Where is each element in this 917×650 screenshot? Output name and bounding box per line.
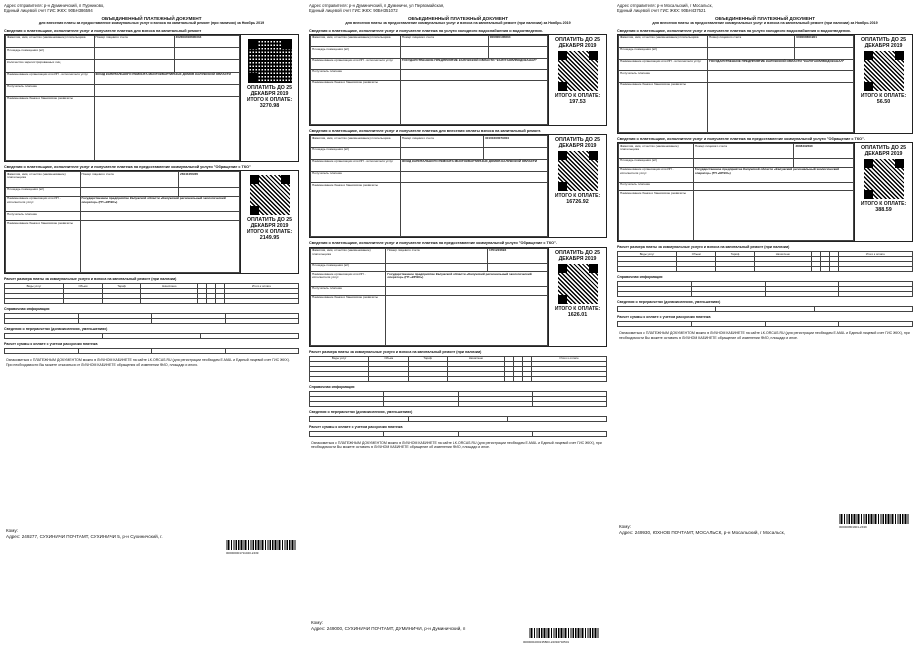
calc-heading: Расчет размера платы за коммунальные услуги и взноса на капитальный ремонт (при наличии) xyxy=(617,245,790,250)
calc-heading: Расчет размера платы за коммунальные услуги и взноса на капитальный ремонт (при наличии) xyxy=(309,349,482,354)
provider-name: ГОСУДАРСТВЕННОЕ ПРЕДПРИЯТИЕ КАЛУЖСКОЙ ОБЛАСТИ "КАЛУГАОБЛВОДОКАНАЛ" xyxy=(708,59,854,71)
barcode-icon xyxy=(226,540,296,550)
payment-side xyxy=(240,35,298,161)
installment-table xyxy=(4,348,299,354)
section-heading: Сведения о плательщике, исполнителе услуг и получателе платежа на предоставление коммунальной услуги "Обращение с ТКО". xyxy=(617,137,865,142)
total-label: ИТОГО К ОПЛАТЕ: xyxy=(860,201,907,208)
payment-block: Фамилия, имя, отчество (наименование) плательщика Номер лицевого счета 2808432690 Площадь помещения (м²) Наименование организации или ИП - исполнителя услуг Государственное предприятие Калужской области «Калужский региональный экологический оператор» (ГП «КРЭО») Получатель платежа Наименование банка и банковские реквизиты ОПЛАТИТЬ ДО 25 ДЕКАБРЯ 2019 ИТОГО К ОПЛАТЕ: 388.59 xyxy=(617,142,913,242)
section-heading: Сведения о плательщике, исполнителе услуг и получателе платежа на предоставление коммунальной услуги "Обращение с ТКО". xyxy=(309,241,557,246)
area-label: Площадь помещения (м²) xyxy=(6,187,81,196)
recipient-address: Кому: Адрес: 249930, ЮХНОВ ПОЧТАМТ, МОСАЛЬСК, р-н Мосальский, г Мосальск, xyxy=(619,524,785,535)
payment-side xyxy=(548,248,606,346)
doc-subtitle: для внесения платы за предоставление коммунальных услуг и взноса на капитальный ремонт (при наличии) за Ноябрь 2019 xyxy=(652,21,878,26)
due-date: ОПЛАТИТЬ ДО 25 ДЕКАБРЯ 2019 xyxy=(554,249,601,262)
provider-label: Наименование организации или ИП - исполнителя услуг xyxy=(6,196,81,211)
qr-code-icon xyxy=(248,39,292,83)
total-label: ИТОГО К ОПЛАТЕ: xyxy=(554,193,601,200)
provider-label: Наименование организации или ИП - исполнителя услуг xyxy=(6,72,95,84)
payment-block xyxy=(4,170,299,274)
account-label: Номер лицевого счета xyxy=(94,36,174,48)
payer-label: Фамилия, имя, отчество (наименование) плательщика xyxy=(6,172,81,187)
barcode-number: 0000001000135803-24394732501 xyxy=(523,640,570,644)
ref-table xyxy=(4,313,299,324)
sender-account: Единый лицевой счет ГИС ЖКХ: 90БН386594 xyxy=(4,8,93,13)
ref-heading: Справочная информация xyxy=(309,384,355,389)
qr-code-icon xyxy=(558,151,598,191)
installment-heading: Расчет суммы к оплате с учетом рассрочки платежа xyxy=(4,342,98,347)
recalc-table xyxy=(617,306,913,312)
total-amount: 1626.01 xyxy=(567,311,588,318)
recalc-heading: Сведения о перерасчетах (доначислениях, уменьшениях) xyxy=(617,300,721,305)
sender-address: Адрес отправителя: р-н Думиничский, п Пурниково, xyxy=(4,3,105,8)
qr-code-icon xyxy=(864,51,904,91)
sender-info xyxy=(0,0,303,13)
doc-title: ОБЪЕДИНЕННЫЙ ПЛАТЕЖНЫЙ ДОКУМЕНТ xyxy=(101,16,202,21)
payment-document-3 xyxy=(613,0,917,560)
qr-code-icon xyxy=(864,159,904,199)
qr-code-icon xyxy=(558,264,598,304)
total-label: ИТОГО К ОПЛАТЕ: xyxy=(860,93,907,100)
ref-table xyxy=(617,281,913,297)
total-label: ИТОГО К ОПЛАТЕ: xyxy=(246,97,293,104)
recipient-address: Кому: Адрес: 249000, СУХИНИЧИ ПОЧТАМТ, ДУМИНИЧИ, р-н Думиничский, п xyxy=(311,620,466,631)
due-date: ОПЛАТИТЬ ДО 25 ДЕКАБРЯ 2019 xyxy=(246,85,293,98)
doc-title: ОБЪЕДИНЕННЫЙ ПЛАТЕЖНЫЙ ДОКУМЕНТ xyxy=(407,16,509,21)
barcode-icon xyxy=(839,514,909,524)
doc-subtitle: для внесения платы за предоставление коммунальных услуг и взноса на капитальный ремонт (при наличии) за Ноябрь 2019 xyxy=(38,21,265,26)
area-label: Площадь помещения (м²) xyxy=(6,48,95,60)
calc-table: Виды услуг Объем Тариф Начислено Итого к оплате xyxy=(309,356,607,382)
due-date: ОПЛАТИТЬ ДО 25 ДЕКАБРЯ 2019 xyxy=(246,217,293,230)
barcode-number: 000000801901-2439 xyxy=(839,525,867,529)
provider-name: Государственное предприятие Калужской области «Калужский региональный экологический оператор» (ГП «КРЭО») xyxy=(386,272,548,287)
payment-document-1 xyxy=(0,0,303,560)
payment-block: Фамилия, имя, отчество (наименование) плательщика Номер лицевого счета 000000135804 Площадь помещения (м²) Наименование организации или ИП - исполнителя услуг ГОСУДАРСТВЕННОЕ ПРЕДПРИЯТИЕ КАЛУЖСКОЙ ОБЛАСТИ "КАЛУГАОБЛВОДОКАНАЛ" Получатель платежа Наименование банка и банковские реквизиты ОПЛАТИТЬ ДО 25 ДЕКАБРЯ 2019 ИТОГО К ОПЛАТЕ: 197.53 xyxy=(309,34,607,126)
payment-block: Фамилия, имя, отчество (наименование) плательщика Номер лицевого счета 40100400079004 Площадь помещения (м²) Наименование организации или ИП - исполнителя услуг ФОНД КАПИТАЛЬНОГО РЕМОНТА МНОГОКВАРТИРНЫХ ДОМОВ КАЛУЖСКОЙ ОБЛАСТИ Получатель платежа Наименование банка и банковские реквизиты ОПЛАТИТЬ ДО 25 ДЕКАБРЯ 2019 ИТОГО К ОПЛАТЕ: 16726.92 xyxy=(309,134,607,238)
total-label: ИТОГО К ОПЛАТЕ: xyxy=(246,229,293,236)
sender-info xyxy=(613,0,917,13)
due-date: ОПЛАТИТЬ ДО 25 ДЕКАБРЯ 2019 xyxy=(554,137,601,150)
account-number: 000000135804 xyxy=(488,36,547,47)
account-number: 402309018600334 xyxy=(174,36,240,48)
section-heading: Сведения о плательщике, исполнителе услуг и получателе платежа для взноса на капитальный ремонт xyxy=(4,28,202,33)
payment-block xyxy=(4,34,299,162)
calc-heading: Расчет размера платы за коммунальные услуги и взноса на капитальный ремонт (при наличии) xyxy=(4,277,177,282)
total-amount: 56.50 xyxy=(876,99,891,106)
recalc-heading: Сведения о перерасчетах (доначислениях, уменьшениях) xyxy=(4,327,108,332)
registered-label: Количество зарегистрированных лиц xyxy=(6,60,95,72)
total-amount: 388.59 xyxy=(875,207,892,214)
sender-address: Адрес отправителя: р-н Мосальский, г Мосальск, xyxy=(617,3,713,8)
sender-account: Единый лицевой счет ГИС ЖКХ: 90БН351072 xyxy=(309,8,398,13)
barcode-number: 000000001711020-2439 xyxy=(226,551,259,555)
payment-document-2 xyxy=(305,0,611,650)
bank-label: Наименование банка и банковские реквизиты xyxy=(6,221,81,273)
payer-label: Фамилия, имя, отчество (наименование) плательщика xyxy=(6,36,95,48)
doc-title: ОБЪЕДИНЕННЫЙ ПЛАТЕЖНЫЙ ДОКУМЕНТ xyxy=(714,16,816,21)
bank-label: Наименование банка и банковские реквизиты xyxy=(6,97,95,161)
ref-heading: Справочная информация xyxy=(617,275,663,280)
payment-side xyxy=(854,143,912,241)
section-heading: Сведения о плательщике, исполнителе услуг и получателе платежа на услуги холодного водоснабжения и водоотведения. xyxy=(309,28,543,33)
calc-table: Виды услуг Объем Тариф Начислено Итого к оплате xyxy=(4,283,299,304)
total-label: ИТОГО К ОПЛАТЕ: xyxy=(554,305,601,312)
provider-name: Государственное предприятие Калужской области «Калужский региональный экологический оператор» (ГП «КРЭО») xyxy=(80,196,239,211)
due-date: ОПЛАТИТЬ ДО 25 ДЕКАБРЯ 2019 xyxy=(860,37,907,50)
qr-code-icon xyxy=(250,175,290,215)
due-date: ОПЛАТИТЬ ДО 25 ДЕКАБРЯ 2019 xyxy=(554,37,601,50)
footer-text: Ознакомиться с ПЛАТЕЖНЫМ ДОКУМЕНТОМ можно в ЛИЧНОМ КАБИНЕТЕ на сайте LK.ORCAS.RU (для регистрации необходим E-MAIL и Единый лицевой счет ГИС ЖКХ), при необходимости Вы можете оставить в ЛИЧНОМ КАБИНЕТЕ обращение об изменении ФИО, площади и иное. xyxy=(311,440,602,450)
due-date: ОПЛАТИТЬ ДО 25 ДЕКАБРЯ 2019 xyxy=(860,145,907,158)
ref-heading: Справочная информация xyxy=(4,307,50,312)
account-number: 40100400079004 xyxy=(483,136,547,148)
barcode-icon xyxy=(529,628,599,638)
section-heading: Сведения о плательщике, исполнителе услуг и получателе платежа для внесения оплаты взноса на капитальный ремонт. xyxy=(309,129,542,134)
account-number: 000000601901 xyxy=(795,36,854,48)
payment-side xyxy=(854,35,912,133)
sender-address: Адрес отправителя: р-н Думиничский, п Думиничи, ул Первомайская, xyxy=(309,3,445,8)
payment-side xyxy=(548,135,606,237)
provider-name: Государственное предприятие Калужской области «Калужский региональный экологический оператор» (ГП «КРЭО») xyxy=(693,167,853,182)
section-heading: Сведения о плательщике, исполнителе услуг и получателе платежа на предоставление коммунальной услуги "Обращение с ТКО" xyxy=(4,165,251,170)
recipient-label: Получатель платежа xyxy=(6,84,95,96)
total-amount: 3270.98 xyxy=(259,103,280,110)
account-number: 2808432690 xyxy=(794,144,854,159)
installment-table xyxy=(617,321,913,327)
payment-block: Фамилия, имя, отчество (наименование) плательщика Номер лицевого счета 000000601901 Площадь помещения (м²) Наименование организации или ИП - исполнителя услуг ГОСУДАРСТВЕННОЕ ПРЕДПРИЯТИЕ КАЛУЖСКОЙ ОБЛАСТИ "КАЛУГАОБЛВОДОКАНАЛ" Получатель платежа Наименование банка и банковские реквизиты ОПЛАТИТЬ ДО 25 ДЕКАБРЯ 2019 ИТОГО К ОПЛАТЕ: 56.50 xyxy=(617,34,913,134)
recalc-table xyxy=(4,333,299,339)
installment-heading: Расчет суммы к оплате с учетом рассрочки платежа xyxy=(309,424,403,429)
total-amount: 2149.95 xyxy=(259,235,280,242)
ref-table xyxy=(309,391,607,407)
recipient-address: Кому: Адрес: 249277, СУХИНИЧИ ПОЧТАМТ, СУХИНИЧИ 5, р-н Сухиничский, г. xyxy=(6,528,163,539)
installment-heading: Расчет суммы к оплате с учетом рассрочки платежа xyxy=(617,315,711,320)
total-amount: 16726.92 xyxy=(566,199,589,206)
doc-subtitle: для внесения платы за предоставление коммунальных услуг и взноса на капитальный ремонт (при наличии) за Ноябрь 2019 xyxy=(345,21,571,26)
provider-name: ГОСУДАРСТВЕННОЕ ПРЕДПРИЯТИЕ КАЛУЖСКОЙ ОБЛАСТИ "КАЛУГАОБЛВОДОКАНАЛ" xyxy=(400,58,547,69)
total-label: ИТОГО К ОПЛАТЕ: xyxy=(554,93,601,100)
section-heading: Сведения о плательщике, исполнителе услуг и получателе платежа на услуги холодного водоснабжения и водоотведения. xyxy=(617,28,851,33)
account-number: 1701224694 xyxy=(487,248,547,263)
recipient-label: Получатель платежа xyxy=(6,212,81,221)
footer-text: Ознакомиться с ПЛАТЕЖНЫМ ДОКУМЕНТОМ можно в ЛИЧНОМ КАБИНЕТЕ на сайте LK.ORCAS.RU (для регистрации необходим E-MAIL и Единый лицевой счет ГИС ЖКХ). При необходимости Вы можете отказаться от ЛИЧНОМ КАБИНЕТЕ обращения об изменении ФИО, площади и иного. xyxy=(6,358,290,367)
sender-info xyxy=(305,0,611,13)
provider-name: ФОНД КАПИТАЛЬНОГО РЕМОНТА МНОГОКВАРТИРНЫХ ДОМОВ КАЛУЖСКОЙ ОБЛАСТИ xyxy=(400,159,547,171)
recalc-heading: Сведения о перерасчетах (доначислениях, уменьшениях) xyxy=(309,409,413,414)
provider-name: ФОНД КАПИТАЛЬНОГО РЕМОНТА МНОГОКВАРТИРНЫХ ДОМОВ КАЛУЖСКОЙ ОБЛАСТИ xyxy=(94,72,239,84)
payment-side xyxy=(240,171,298,273)
sender-account: Единый лицевой счет ГИС ЖКХ: 90БН437521 xyxy=(617,8,706,13)
account-number: 26041056/35 xyxy=(179,172,240,187)
installment-table xyxy=(309,431,607,437)
account-label: Номер лицевого счета xyxy=(80,172,179,187)
recalc-table xyxy=(309,416,607,422)
calc-table: Виды услуг Объем Тариф Начислено Итого к оплате xyxy=(617,251,913,272)
footer-text: Ознакомиться с ПЛАТЕЖНЫМ ДОКУМЕНТОМ можно в ЛИЧНОМ КАБИНЕТЕ на сайте LK.ORCAS.RU (для регистрации необходим E-MAIL и Единый лицевой счет ГИС ЖКХ), при необходимости Вы можете оставить в ЛИЧНОМ КАБИНЕТЕ обращение об изменении ФИО, площади и иное. xyxy=(619,331,910,340)
qr-code-icon xyxy=(558,51,598,91)
total-amount: 197.53 xyxy=(569,99,586,106)
payment-side xyxy=(548,35,606,125)
payment-block: Фамилия, имя, отчество (наименование) плательщика Номер лицевого счета 1701224694 Площадь помещения (м²) Наименование организации или ИП - исполнителя услуг Государственное предприятие Калужской области «Калужский региональный экологический оператор» (ГП «КРЭО») Получатель платежа Наименование банка и банковские реквизиты ОПЛАТИТЬ ДО 25 ДЕКАБРЯ 2019 ИТОГО К ОПЛАТЕ: 1626.01 xyxy=(309,247,607,347)
